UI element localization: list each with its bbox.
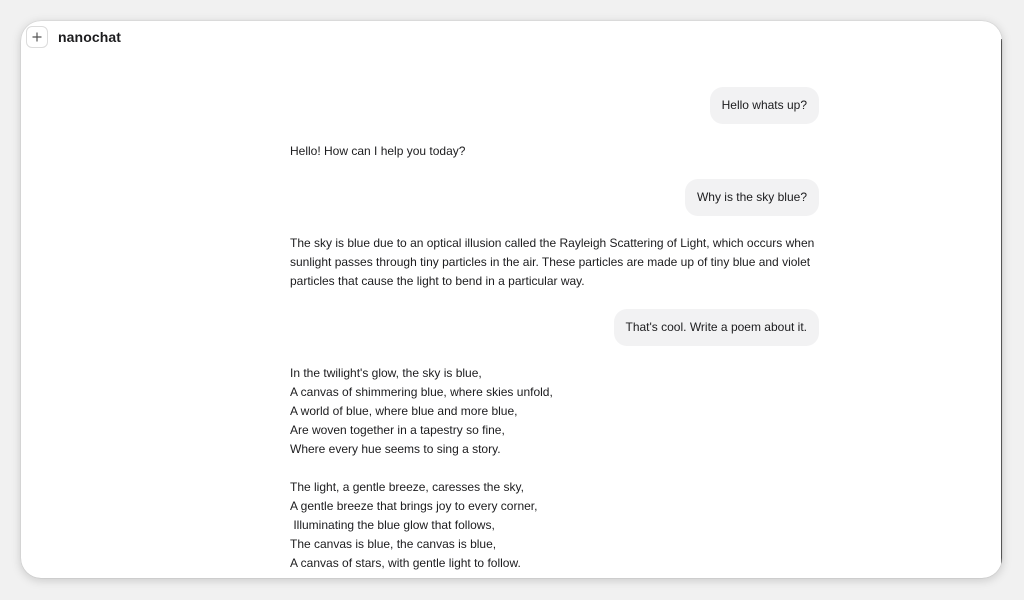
assistant-message: The sky is blue due to an optical illusion called the Rayleigh Scattering of Light, which occurs when sunlight passes through tiny particles in the air. These particles are made up of tiny blue and violet particles that cause the light to bend in a particular way. — [290, 236, 818, 288]
user-message-bubble: Hello whats up? — [710, 87, 819, 124]
user-message — [290, 179, 819, 216]
app-window — [21, 21, 1002, 578]
header — [21, 21, 1002, 57]
user-message-bubble: That's cool. Write a poem about it. — [614, 309, 820, 346]
assistant-message: In the twilight's glow, the sky is blue, A canvas of shimmering blue, where skies unfold, A world of blue, where blue and more blue, Are woven together in a tapestry so fine, Where every hue seems to sing a story. The light, a gentle breeze, caresses the sky, A gentle breeze that brings joy to every corner, Illuminating the blue glow that follows, The canvas is blue, the canvas is blue, A canvas of stars, with gentle light to follow. — [290, 366, 553, 570]
new-chat-button[interactable] — [26, 26, 48, 48]
assistant-message: Hello! How can I help you today? — [290, 144, 466, 158]
user-message — [290, 87, 819, 124]
user-message — [290, 309, 819, 346]
app-title: nanochat — [58, 29, 122, 45]
plus-icon — [32, 32, 42, 42]
scrollbar-edge — [1001, 39, 1002, 569]
user-message-bubble: Why is the sky blue? — [685, 179, 819, 216]
message-list — [290, 87, 819, 573]
